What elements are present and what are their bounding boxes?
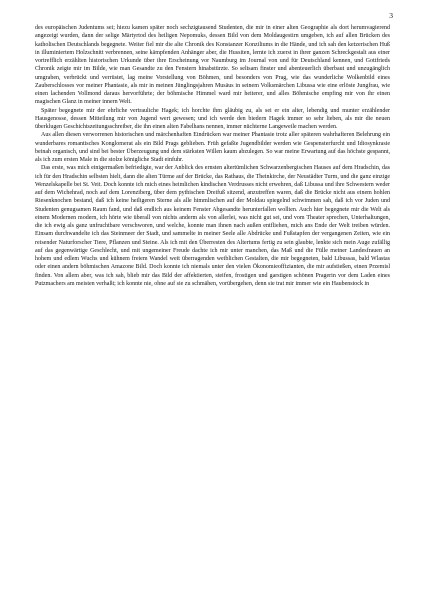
page-number: 3 [389,11,393,20]
paragraph: Das erste, was mich einigermaßen befriedigte, war der Anblick des ernsten altertümlichen Schwarzenbergischen Hauses auf dem Hradschin, das ich für den Hradschin selbsten hielt, dann die alten Türme auf der Brücke, das Rathaus, die Theinkirche, der Neustädter Turm, und die ganz einzige Wenzelskapelle bei St. Veit. Doch konnte ich mich eines heimlichen kindischen Verdrusses nicht erwehren, daß Libussa und ihre Schwestern weder auf dem Wichehrad, noch auf dem Lorenziberg, über dem pythischen Dreifuß sitzend, anzutreffen waren, daß die Brücke nicht aus einem hohlen Riesenknochen bestand, daß ich keine heiligeren Sterne als alle himmlischen auf der Moldau spiegelnd schwimmen sah, daß ich vor Juden und Studenten genugsamen Raum fand, und daß endlich aus keinem Fenster Abgesandte herunterfallen wollten. Auch hier begegnete mir die Welt als einem Modernen modern, ich hörte wie überall von nichts anderm als von allerlei, was nicht gut sei, und vom Theater sprechen, Unterhaltungen, die ich ewig als ganz unfruchtbare verschworen, und welche, konnte man ihnen nach außen entfliehen, mich ans Ende der Welt treiben würden. Einsam durchwandelte ich das Steinmeer der Stadt, und sammelte in meiner Seele alle Abdrücke und Fußstapfen der vergangenen Zeiten, wie ein reisender Naturforscher Tiere, Pflanzen und Steine. Als ich mit den Überresten des Altertums fertig zu sein glaubte, lenkte sich mein Auge zufällig auf das gegenwärtige Geschlecht, und mit ungemeiner Freude dachte ich mir unter manchen, das Maß und die Fülle meiner Landesfrauen an hohem und edlem Wuchs und kühnem freiem Wandel weit überragenden weiblichen Gestalten, die mir begegneten, bald Libussas, bald Wlastas oder einen andern böhmischen Amazone Bild. Doch konnte ich niemals unter den vielen Ökonomieoffizianten, die mir aufstießen, einen Przemisl finden. Von allem aber, was ich sah, blieb mir das Bild der affektierten, steifen, frostigen und garstigen schönen Pragerin vor dem Laden eines Putzmachers am meisten verhaßt; ich konnte nie, ohne auf sie zu schmähen, vorübergehen, denn sie trat mir immer wie ein Haubenstock in [35,165,390,287]
paragraph: des europäischen Judentums sei; hiezu kamen später noch sechzigtausend Studenten, die mir in einer alten Geographie als dort herumvagierend angezeigt wurden, dann der selige Märtyrtod des heiligen Nepomuks, dessen Bild von dem Moldaugestirn umgeben, ich auf allen Brücken des katholischen Deutschlands begegnete. Weiter fiel mir die alte Chronik des Konstanzer Konziliums in die Hände, und ich sah den ketzerischen Huß in illuminiertem Holzschnitt verbrennen, seine kämpfenden Anhänger aber, die Hussiten, lernte ich zuerst in ihrer ganzen Schreckgestalt aus einer vortrefflich erzählten historischen Urkunde über ihre Erscheinung vor Naumburg im Journal von und für Deutschland kennen, und Gottfrieds Chronik zeigte mir im Bilde, wie man Gesandte zu den Fenstern hinabstürzte. So seltsam finster und abenteuerlich überbaut und unzugänglich umgraben, verbrückt und verrüstet, lag meine Vorstellung von Böhmen, und besonders von Prag, wie das wunderliche Wolkenbild eines Zauberschlosses vor meiner Phantasie, als mir in meinen Jünglingsjahren Musäus in seinem Volksmärchen Libussa wie eine erlöste Jungfrau, wie einen lachenden Vollmond daraus hervorführte; der böhmische Himmel ward mir heiterer, und alles Böhmische empfing mir von ihr einen magischen Glanz in meiner innern Welt. [35,25,390,106]
paragraph: Später begegnete mir der ehrliche vertrauliche Hagek; ich horchte ihm gläubig zu, als sei er ein alter, lebendig und munter erzählender Hausgenosse, dessen Mitteilung mir von Jugend wert gewesen; und ich werde den biedern Hagek immer so sehr lieben, als mir die neuen überklugen Geschichtszeitungsschreiber, die ihn einen alten Fabelhans nennen, immer nüchterne Langeweile machen werden. [35,107,390,130]
body-text [35,24,390,288]
paragraph: Aus allen diesen verworrenen historischen und märchenhaften Eindrücken war meiner Phantasie trotz aller späteren wahrhafteren Belehrung ein wunderbares romantisches Konglomerat als ein Bild Prags geblieben. Früh gefaßte Jugendbilder werden wie Gespensterfurcht und Idiosynkrasie beinah organisch, und sind bei bester Überzeugung und dem stärksten Willen kaum abzulegen. So war meine Erwartung auf das höchste gespannt, als ich zum ersten Male in die stolze königliche Stadt einfuhr. [35,132,390,163]
